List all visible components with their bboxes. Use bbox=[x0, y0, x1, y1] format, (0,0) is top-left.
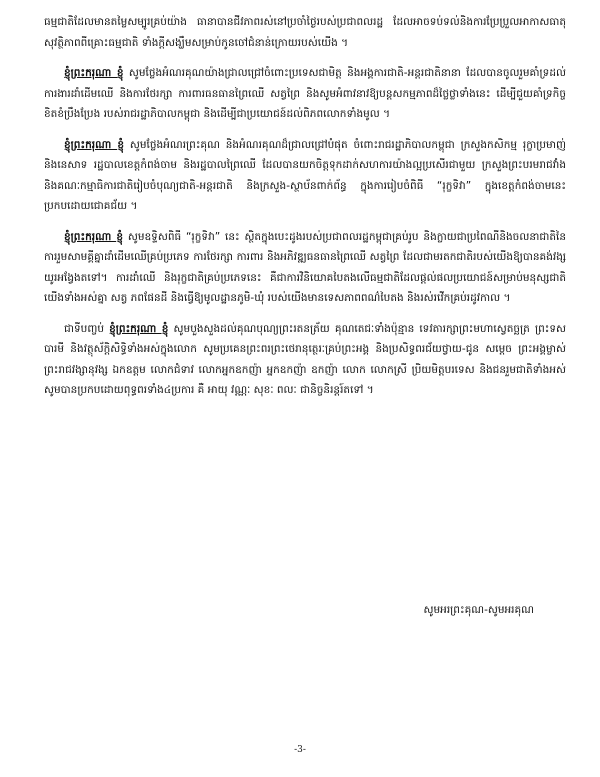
paragraph-thanks-partners bbox=[44, 63, 566, 125]
paragraph-conclusion bbox=[44, 319, 566, 401]
paragraph-text: សូមថ្លែងអំណរគុណយ៉ាងជ្រាលជ្រៅចំពោះប្រទេសជាមិត្ត និងអង្គការជាតិ-អន្តរជាតិនានា ដែលបានចូលរួមគាំទ្រដល់ការងារដាំដើមឈើ និងការថែរក្សា ការពារធនធានព្រៃឈើ សត្វព្រៃ និងសូមអំពាវនាវឱ្យបន្តសកម្មភាពដ៏ថ្លៃថ្លាទាំងនេះ ដើម្បីជួយគាំទ្រកិច្ចខិតខំប្រឹងប្រែង របស់រាជរដ្ឋាភិបាលកម្ពុជា និងដើម្បីជាប្រយោជន៍ដល់ពិភពលោកទាំងមូល ។ bbox=[44, 67, 567, 120]
paragraph-prefix: ជាទីបញ្ចប់ bbox=[64, 322, 110, 335]
paragraph-dedication bbox=[44, 227, 566, 309]
paragraph-text: សូមឧទ្ទិសពិធី “រុក្ខទិវា” នេះ ស្ថិតក្នុងបេះដូងរបស់ប្រជាពលរដ្ឋកម្ពុជាគ្រប់រូប និងក្លាយជាប្រពៃណីនិងចលនាជាតិនៃការរួមសាមគ្គីគ្នាដាំដើមឈើគ្រប់ប្រភេទ ការថែរក្សា ការពារ និងអភិវឌ្ឍធនធានព្រៃឈើ សត្វព្រៃ ដែលជាមរតកជាតិរបស់យើងឱ្យបានគង់វង្សយូរអង្វែងតទៅ។ ការដាំឈើ និងរុក្ខជាតិគ្រប់ប្រភេទនេះ គឺជាការវិនិយោគបៃតងលើធម្មជាតិដែលផ្តល់ផលប្រយោជន៍សម្រាប់មនុស្សជាតិយើងទាំងអស់គ្នា សត្វ ភពផែនដី និងធ្វើឱ្យមូលដ្ឋានភូមិ-ឃុំ របស់យើងមានទេសភាពពណ៌បៃតង និងរស់រវើកគ្រប់រដូវកាល ។ bbox=[44, 230, 566, 304]
speaker-lead: ខ្ញុំព្រះករុណា ខ្ញុំ bbox=[64, 67, 124, 79]
speaker-lead: ខ្ញុំព្រះករុណា ខ្ញុំ bbox=[64, 230, 124, 243]
paragraph-text: សូមបួងសួងដល់គុណបុណ្យព្រះរតនត្រ័យ គុណតេជៈទាំងប៉ុន្មាន ទេវតារក្សាព្រះមហាស្វេតច្ឆត្រ ព្រះទសបារមី និងវត្ថុស័ក្តិសិទ្ធិទាំងអស់ក្នុងលោក សូមប្រគេនព្រះពរព្រះថេរានុត្ថេរៈគ្រប់ព្រះអង្គ និងប្រសិទ្ធពរជ័យថ្វាយ-ជូន សម្តេច ព្រះអង្គម្ចាស់ ព្រះរាជវង្សានុវង្ស ឯកឧត្តម លោកជំទាវ លោកអ្នកឧកញ៉ា អ្នកឧកញ៉ា ឧកញ៉ា លោក លោកស្រី ប្រិយមិត្តបរទេស និងជនរួមជាតិទាំងអស់ សូមបានប្រកបដោយពុទ្ធពរទាំង៤ប្រការ គឺ អាយុ វណ្ណៈ សុខៈ ពលៈ ជានិច្ចនិរន្តរ៍តទៅ ។ bbox=[44, 322, 567, 396]
speaker-lead: ខ្ញុំព្រះករុណា ខ្ញុំ bbox=[109, 322, 169, 335]
paragraph-text: សូមថ្លែងអំណរព្រះគុណ និងអំណរគុណដ៏ជ្រាលជ្រៅបំផុត ចំពោះរាជរដ្ឋាភិបាលកម្ពុជា ក្រសួងកសិកម្ម រុក្ខាប្រមាញ់ និងនេសាទ រដ្ឋបាលខេត្តកំពង់ចាម និងរដ្ឋបាលព្រៃឈើ ដែលបានយកចិត្តទុកដាក់សហការយ៉ាងល្អប្រសើរជាមួយ ក្រសួងព្រះបរមរាជវាំង និងគណៈកម្មាធិការជាតិរៀបចំបុណ្យជាតិ-អន្តរជាតិ និងក្រសួង-ស្ថាប័នពាក់ព័ន្ធ ក្នុងការរៀបចំពិធី “រុក្ខទិវា” ក្នុងខេត្តកំពង់ចាមនេះ ប្រកបដោយជោគជ័យ ។ bbox=[44, 138, 566, 212]
paragraph-intro bbox=[44, 12, 566, 53]
document-body bbox=[44, 12, 566, 411]
paragraph-thanks-government bbox=[44, 135, 566, 217]
page-number: -3- bbox=[294, 745, 306, 755]
speaker-lead: ខ្ញុំព្រះករុណា ខ្ញុំ bbox=[64, 138, 125, 151]
closing-line: សូមអរព្រះគុណ-សូមអរគុណ bbox=[423, 604, 534, 616]
paragraph-text: ធម្មជាតិដែលមានតម្លៃសម្បូរគ្រប់យ៉ាង ធានាបានជីវភាពរស់នៅប្រចាំថ្ងៃរបស់ប្រជាពលរដ្ឋ ដែលអាចទប់ទល់និងការប្រែប្រួលអាកាសធាតុ សុវត្ថិភាពពីគ្រោះធម្មជាតិ ទាំងក្តីសង្ឃឹមសម្រាប់កូនចៅជំនាន់ក្រោយរបស់យើង ។ bbox=[44, 16, 566, 49]
